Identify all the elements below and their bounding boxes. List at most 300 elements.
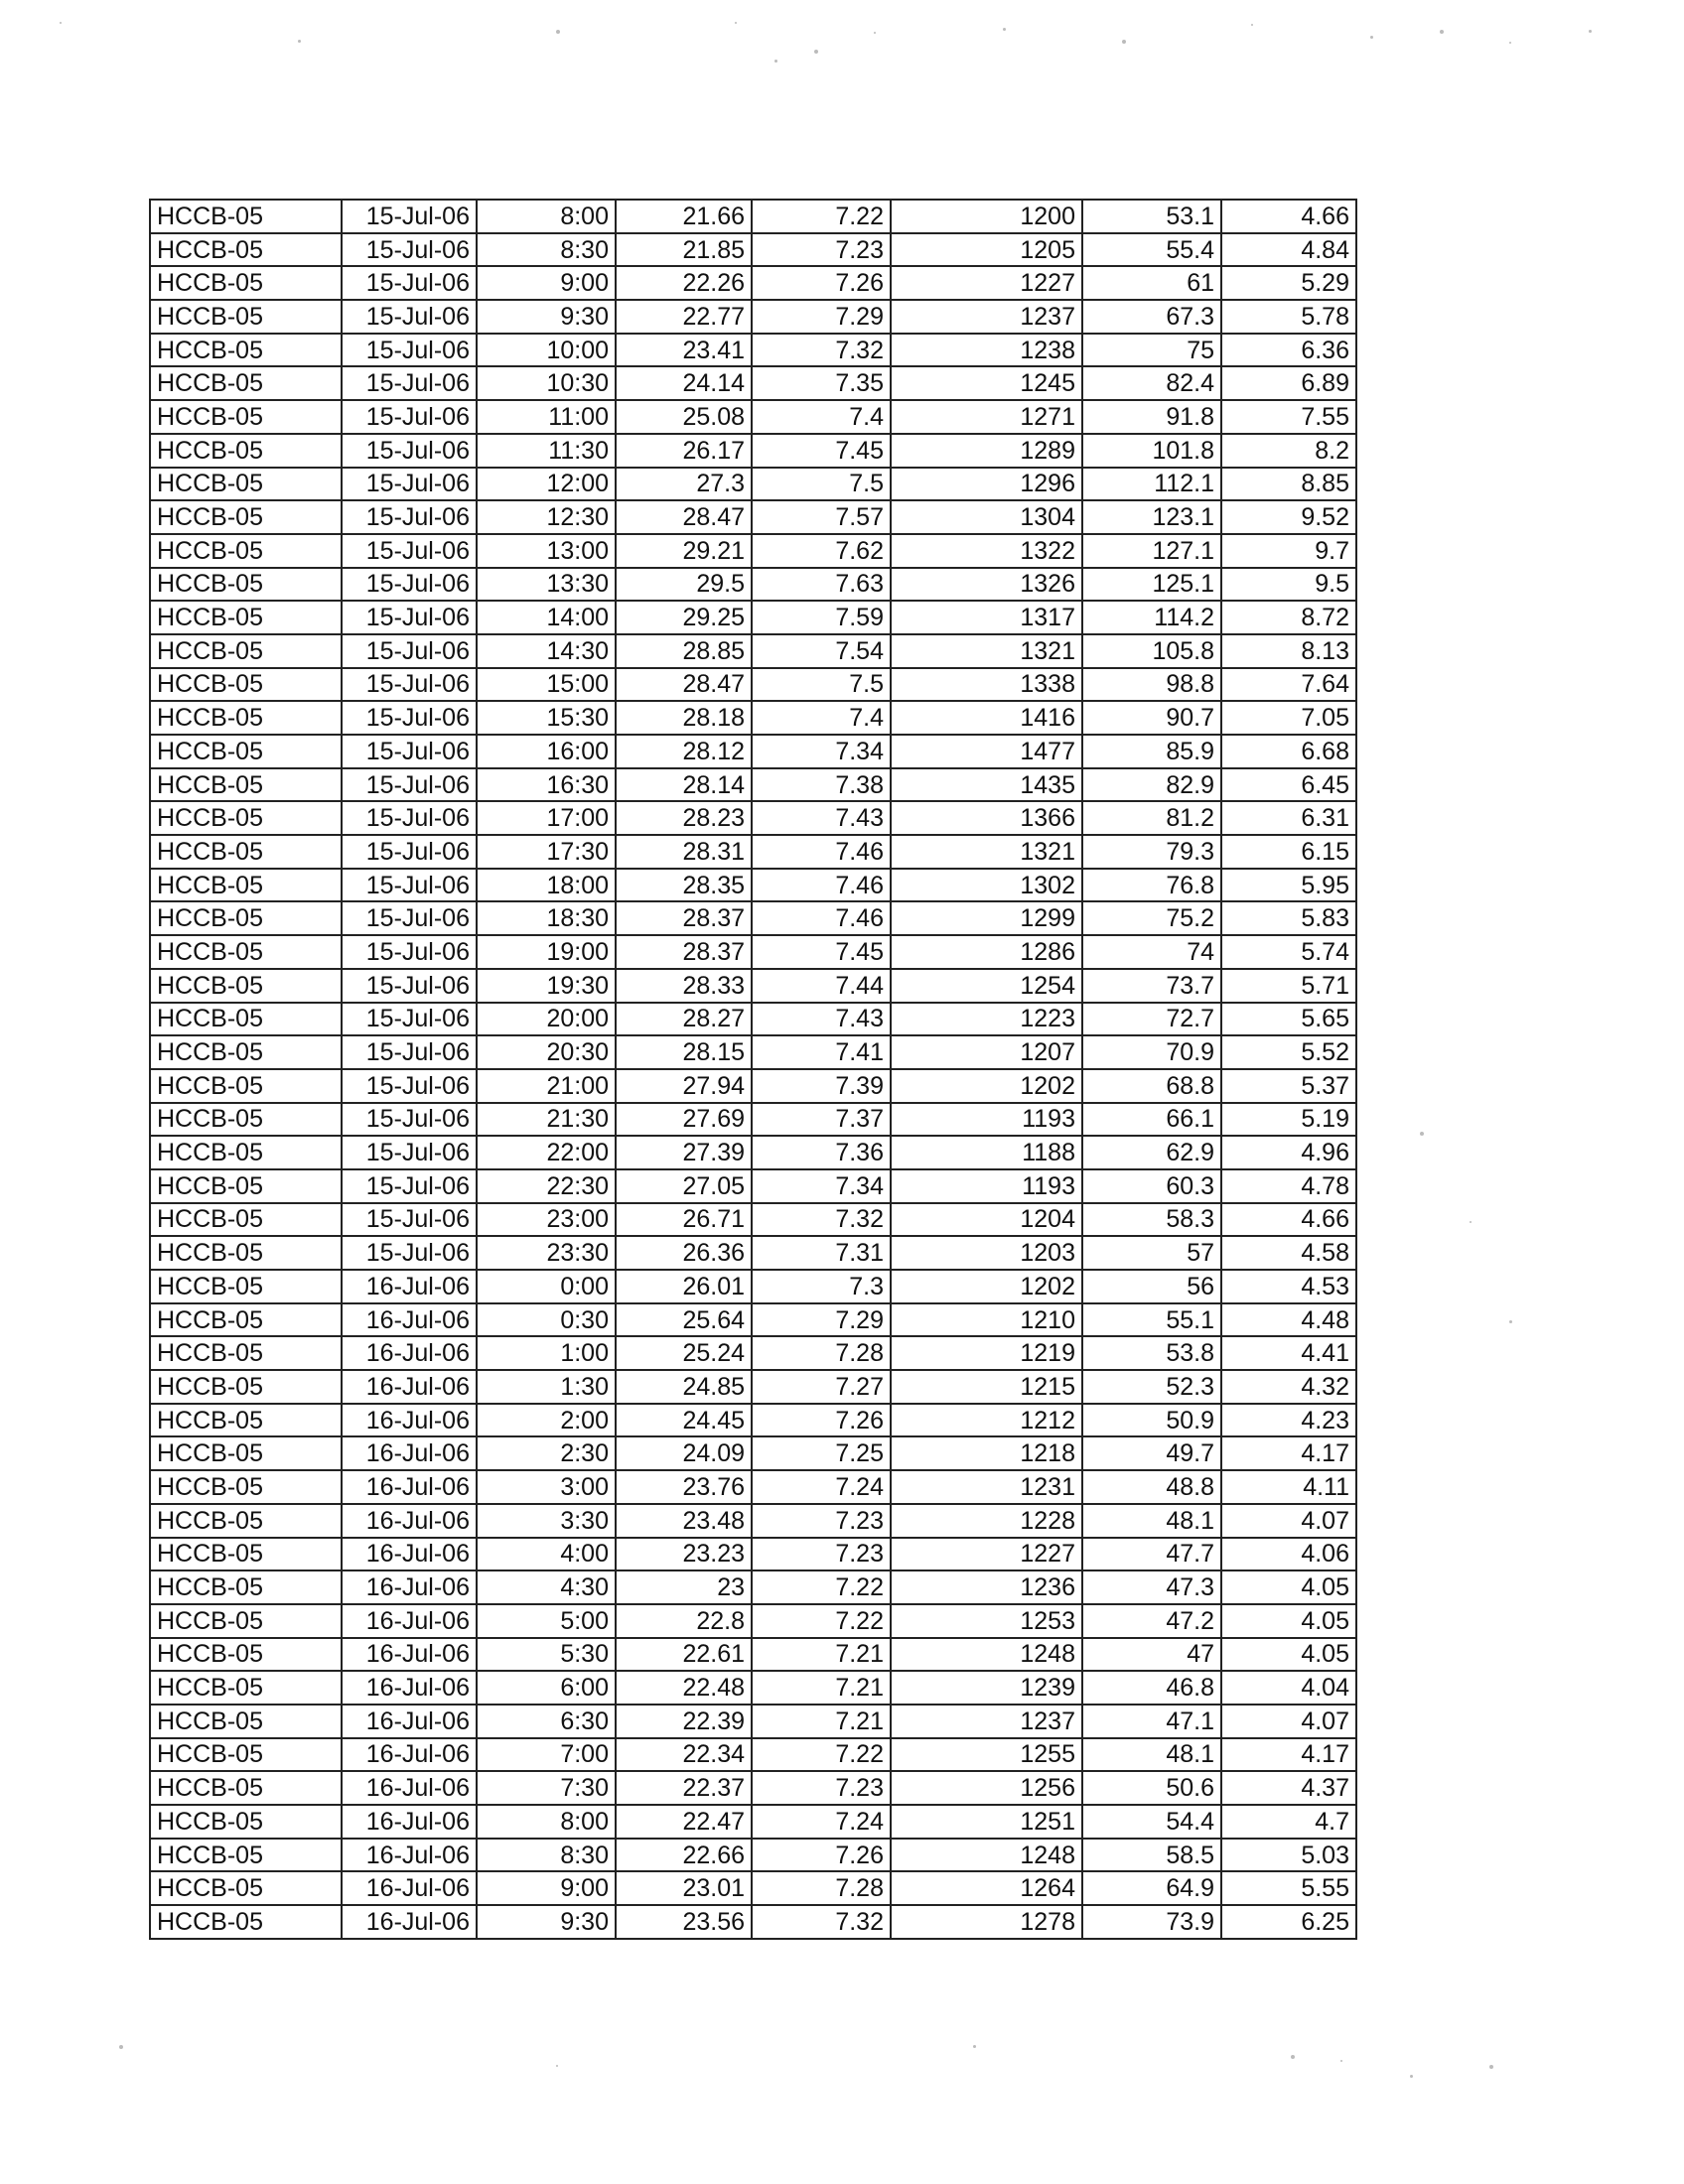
scan-speck (119, 2045, 123, 2049)
value-a-cell: 24.09 (616, 1436, 752, 1470)
table-row (150, 735, 1356, 768)
station-id-cell: HCCB-05 (150, 1638, 342, 1672)
table-body (150, 200, 1356, 1939)
value-a-cell: 28.31 (616, 835, 752, 869)
date-cell: 15-Jul-06 (342, 366, 477, 400)
value-c-cell: 1205 (891, 233, 1082, 267)
table-row (150, 1303, 1356, 1337)
value-e-cell: 4.84 (1221, 233, 1356, 267)
value-e-cell: 4.06 (1221, 1538, 1356, 1571)
table-row (150, 500, 1356, 534)
value-e-cell: 5.74 (1221, 935, 1356, 969)
date-cell: 16-Jul-06 (342, 1336, 477, 1370)
value-e-cell: 5.03 (1221, 1839, 1356, 1872)
value-c-cell: 1238 (891, 334, 1082, 367)
value-b-cell: 7.25 (752, 1436, 891, 1470)
value-b-cell: 7.63 (752, 568, 891, 602)
value-b-cell: 7.34 (752, 1169, 891, 1203)
value-b-cell: 7.31 (752, 1236, 891, 1270)
value-a-cell: 22.34 (616, 1738, 752, 1772)
value-b-cell: 7.4 (752, 701, 891, 735)
value-b-cell: 7.35 (752, 366, 891, 400)
date-cell: 16-Jul-06 (342, 1871, 477, 1905)
table-row (150, 1103, 1356, 1137)
value-c-cell: 1271 (891, 400, 1082, 434)
scan-speck (60, 22, 62, 24)
scan-speck (774, 60, 777, 63)
date-cell: 16-Jul-06 (342, 1470, 477, 1504)
value-a-cell: 28.85 (616, 634, 752, 668)
value-d-cell: 127.1 (1082, 534, 1221, 568)
value-a-cell: 22.8 (616, 1604, 752, 1638)
scan-speck (298, 40, 301, 43)
time-cell: 1:00 (477, 1336, 616, 1370)
value-c-cell: 1188 (891, 1136, 1082, 1169)
value-a-cell: 23.41 (616, 334, 752, 367)
station-id-cell: HCCB-05 (150, 969, 342, 1003)
value-a-cell: 28.37 (616, 935, 752, 969)
value-c-cell: 1212 (891, 1404, 1082, 1437)
value-d-cell: 123.1 (1082, 500, 1221, 534)
time-cell: 16:00 (477, 735, 616, 768)
value-a-cell: 21.66 (616, 200, 752, 233)
value-a-cell: 22.61 (616, 1638, 752, 1672)
value-c-cell: 1248 (891, 1839, 1082, 1872)
value-b-cell: 7.45 (752, 935, 891, 969)
table-row (150, 1035, 1356, 1069)
value-e-cell: 6.36 (1221, 334, 1356, 367)
time-cell: 9:30 (477, 1905, 616, 1939)
table-row (150, 1839, 1356, 1872)
value-b-cell: 7.4 (752, 400, 891, 434)
table-row (150, 534, 1356, 568)
value-a-cell: 28.47 (616, 500, 752, 534)
value-a-cell: 23.48 (616, 1504, 752, 1538)
value-d-cell: 125.1 (1082, 568, 1221, 602)
value-b-cell: 7.43 (752, 801, 891, 835)
date-cell: 15-Jul-06 (342, 1103, 477, 1137)
date-cell: 15-Jul-06 (342, 1003, 477, 1036)
value-b-cell: 7.39 (752, 1069, 891, 1103)
table-row (150, 1805, 1356, 1839)
station-id-cell: HCCB-05 (150, 400, 342, 434)
value-b-cell: 7.23 (752, 1771, 891, 1805)
time-cell: 4:30 (477, 1570, 616, 1604)
time-cell: 10:30 (477, 366, 616, 400)
value-b-cell: 7.26 (752, 1404, 891, 1437)
date-cell: 15-Jul-06 (342, 1136, 477, 1169)
value-c-cell: 1239 (891, 1671, 1082, 1705)
value-a-cell: 28.35 (616, 869, 752, 902)
value-b-cell: 7.26 (752, 266, 891, 300)
value-a-cell: 23.56 (616, 1905, 752, 1939)
value-a-cell: 27.05 (616, 1169, 752, 1203)
value-c-cell: 1286 (891, 935, 1082, 969)
value-c-cell: 1251 (891, 1805, 1082, 1839)
scan-speck (1370, 36, 1373, 39)
value-b-cell: 7.22 (752, 200, 891, 233)
date-cell: 15-Jul-06 (342, 1203, 477, 1237)
value-a-cell: 23.01 (616, 1871, 752, 1905)
value-c-cell: 1321 (891, 835, 1082, 869)
table-row (150, 768, 1356, 802)
value-c-cell: 1207 (891, 1035, 1082, 1069)
date-cell: 15-Jul-06 (342, 1069, 477, 1103)
value-d-cell: 112.1 (1082, 468, 1221, 501)
date-cell: 15-Jul-06 (342, 434, 477, 468)
station-id-cell: HCCB-05 (150, 1738, 342, 1772)
value-d-cell: 55.1 (1082, 1303, 1221, 1337)
station-id-cell: HCCB-05 (150, 1169, 342, 1203)
table-row (150, 969, 1356, 1003)
value-c-cell: 1202 (891, 1270, 1082, 1303)
value-b-cell: 7.45 (752, 434, 891, 468)
table-row (150, 1738, 1356, 1772)
date-cell: 15-Jul-06 (342, 668, 477, 702)
value-a-cell: 24.45 (616, 1404, 752, 1437)
value-a-cell: 25.08 (616, 400, 752, 434)
value-e-cell: 6.31 (1221, 801, 1356, 835)
station-id-cell: HCCB-05 (150, 1504, 342, 1538)
date-cell: 15-Jul-06 (342, 935, 477, 969)
value-e-cell: 7.55 (1221, 400, 1356, 434)
date-cell: 15-Jul-06 (342, 869, 477, 902)
date-cell: 16-Jul-06 (342, 1303, 477, 1337)
table-row (150, 568, 1356, 602)
time-cell: 21:00 (477, 1069, 616, 1103)
value-b-cell: 7.43 (752, 1003, 891, 1036)
table-row (150, 400, 1356, 434)
value-b-cell: 7.28 (752, 1871, 891, 1905)
table-row (150, 1404, 1356, 1437)
table-row (150, 1270, 1356, 1303)
value-c-cell: 1204 (891, 1203, 1082, 1237)
value-d-cell: 66.1 (1082, 1103, 1221, 1137)
table-row (150, 869, 1356, 902)
time-cell: 14:30 (477, 634, 616, 668)
value-a-cell: 28.37 (616, 901, 752, 935)
value-d-cell: 105.8 (1082, 634, 1221, 668)
value-e-cell: 4.41 (1221, 1336, 1356, 1370)
table-row (150, 1436, 1356, 1470)
date-cell: 16-Jul-06 (342, 1404, 477, 1437)
value-a-cell: 28.12 (616, 735, 752, 768)
time-cell: 23:00 (477, 1203, 616, 1237)
table-row (150, 1136, 1356, 1169)
station-id-cell: HCCB-05 (150, 1436, 342, 1470)
value-a-cell: 29.5 (616, 568, 752, 602)
station-id-cell: HCCB-05 (150, 901, 342, 935)
time-cell: 10:00 (477, 334, 616, 367)
station-id-cell: HCCB-05 (150, 935, 342, 969)
value-d-cell: 60.3 (1082, 1169, 1221, 1203)
value-b-cell: 7.38 (752, 768, 891, 802)
value-d-cell: 47 (1082, 1638, 1221, 1672)
value-a-cell: 27.39 (616, 1136, 752, 1169)
table-row (150, 1705, 1356, 1738)
date-cell: 15-Jul-06 (342, 233, 477, 267)
date-cell: 16-Jul-06 (342, 1270, 477, 1303)
value-b-cell: 7.54 (752, 634, 891, 668)
value-a-cell: 27.94 (616, 1069, 752, 1103)
value-d-cell: 85.9 (1082, 735, 1221, 768)
time-cell: 17:30 (477, 835, 616, 869)
time-cell: 5:00 (477, 1604, 616, 1638)
value-a-cell: 25.24 (616, 1336, 752, 1370)
value-d-cell: 47.3 (1082, 1570, 1221, 1604)
date-cell: 15-Jul-06 (342, 768, 477, 802)
time-cell: 3:00 (477, 1470, 616, 1504)
value-e-cell: 4.05 (1221, 1570, 1356, 1604)
value-a-cell: 28.27 (616, 1003, 752, 1036)
value-b-cell: 7.32 (752, 334, 891, 367)
value-d-cell: 52.3 (1082, 1370, 1221, 1404)
value-c-cell: 1255 (891, 1738, 1082, 1772)
time-cell: 15:00 (477, 668, 616, 702)
station-id-cell: HCCB-05 (150, 468, 342, 501)
station-id-cell: HCCB-05 (150, 434, 342, 468)
value-e-cell: 5.29 (1221, 266, 1356, 300)
station-id-cell: HCCB-05 (150, 1470, 342, 1504)
value-c-cell: 1299 (891, 901, 1082, 935)
value-c-cell: 1227 (891, 1538, 1082, 1571)
value-d-cell: 48.1 (1082, 1504, 1221, 1538)
date-cell: 16-Jul-06 (342, 1604, 477, 1638)
time-cell: 6:00 (477, 1671, 616, 1705)
date-cell: 16-Jul-06 (342, 1671, 477, 1705)
value-a-cell: 28.15 (616, 1035, 752, 1069)
value-c-cell: 1477 (891, 735, 1082, 768)
time-cell: 18:00 (477, 869, 616, 902)
station-id-cell: HCCB-05 (150, 568, 342, 602)
scan-speck (1291, 2055, 1295, 2059)
value-e-cell: 5.55 (1221, 1871, 1356, 1905)
time-cell: 9:30 (477, 300, 616, 334)
table-row (150, 634, 1356, 668)
value-c-cell: 1416 (891, 701, 1082, 735)
value-e-cell: 9.52 (1221, 500, 1356, 534)
time-cell: 16:30 (477, 768, 616, 802)
value-c-cell: 1317 (891, 601, 1082, 634)
time-cell: 22:30 (477, 1169, 616, 1203)
date-cell: 15-Jul-06 (342, 634, 477, 668)
value-d-cell: 54.4 (1082, 1805, 1221, 1839)
table-row (150, 668, 1356, 702)
table-row (150, 1771, 1356, 1805)
value-a-cell: 29.25 (616, 601, 752, 634)
station-id-cell: HCCB-05 (150, 500, 342, 534)
value-a-cell: 22.39 (616, 1705, 752, 1738)
date-cell: 16-Jul-06 (342, 1504, 477, 1538)
date-cell: 15-Jul-06 (342, 701, 477, 735)
value-d-cell: 101.8 (1082, 434, 1221, 468)
value-d-cell: 73.7 (1082, 969, 1221, 1003)
value-b-cell: 7.59 (752, 601, 891, 634)
value-c-cell: 1253 (891, 1604, 1082, 1638)
value-d-cell: 55.4 (1082, 233, 1221, 267)
table-row (150, 901, 1356, 935)
table-row (150, 1504, 1356, 1538)
value-b-cell: 7.22 (752, 1570, 891, 1604)
date-cell: 15-Jul-06 (342, 835, 477, 869)
station-id-cell: HCCB-05 (150, 668, 342, 702)
value-b-cell: 7.21 (752, 1671, 891, 1705)
value-d-cell: 47.1 (1082, 1705, 1221, 1738)
value-e-cell: 4.11 (1221, 1470, 1356, 1504)
value-d-cell: 62.9 (1082, 1136, 1221, 1169)
value-d-cell: 57 (1082, 1236, 1221, 1270)
value-b-cell: 7.57 (752, 500, 891, 534)
value-a-cell: 26.71 (616, 1203, 752, 1237)
station-id-cell: HCCB-05 (150, 601, 342, 634)
time-cell: 6:30 (477, 1705, 616, 1738)
value-e-cell: 4.05 (1221, 1604, 1356, 1638)
value-a-cell: 24.14 (616, 366, 752, 400)
value-d-cell: 53.1 (1082, 200, 1221, 233)
time-cell: 4:00 (477, 1538, 616, 1571)
date-cell: 15-Jul-06 (342, 200, 477, 233)
date-cell: 16-Jul-06 (342, 1905, 477, 1939)
value-a-cell: 27.3 (616, 468, 752, 501)
table-row (150, 434, 1356, 468)
table-row (150, 1671, 1356, 1705)
value-d-cell: 75 (1082, 334, 1221, 367)
station-id-cell: HCCB-05 (150, 1538, 342, 1571)
value-d-cell: 53.8 (1082, 1336, 1221, 1370)
station-id-cell: HCCB-05 (150, 1270, 342, 1303)
value-c-cell: 1202 (891, 1069, 1082, 1103)
station-id-cell: HCCB-05 (150, 233, 342, 267)
value-e-cell: 8.72 (1221, 601, 1356, 634)
station-id-cell: HCCB-05 (150, 1035, 342, 1069)
date-cell: 15-Jul-06 (342, 901, 477, 935)
date-cell: 16-Jul-06 (342, 1738, 477, 1772)
station-id-cell: HCCB-05 (150, 1671, 342, 1705)
value-d-cell: 91.8 (1082, 400, 1221, 434)
value-d-cell: 67.3 (1082, 300, 1221, 334)
scan-speck (1420, 1132, 1424, 1136)
value-e-cell: 4.58 (1221, 1236, 1356, 1270)
station-id-cell: HCCB-05 (150, 1771, 342, 1805)
value-b-cell: 7.21 (752, 1638, 891, 1672)
table-row (150, 334, 1356, 367)
table-row (150, 701, 1356, 735)
value-d-cell: 75.2 (1082, 901, 1221, 935)
time-cell: 12:30 (477, 500, 616, 534)
time-cell: 11:00 (477, 400, 616, 434)
scan-speck (1470, 1221, 1472, 1223)
table-row (150, 1570, 1356, 1604)
value-b-cell: 7.23 (752, 1504, 891, 1538)
value-d-cell: 79.3 (1082, 835, 1221, 869)
value-b-cell: 7.46 (752, 869, 891, 902)
date-cell: 16-Jul-06 (342, 1436, 477, 1470)
time-cell: 20:30 (477, 1035, 616, 1069)
value-a-cell: 22.26 (616, 266, 752, 300)
value-b-cell: 7.22 (752, 1604, 891, 1638)
scan-speck (874, 32, 876, 34)
value-a-cell: 27.69 (616, 1103, 752, 1137)
scan-speck (1251, 24, 1253, 26)
station-id-cell: HCCB-05 (150, 1336, 342, 1370)
value-d-cell: 114.2 (1082, 601, 1221, 634)
station-id-cell: HCCB-05 (150, 835, 342, 869)
time-cell: 22:00 (477, 1136, 616, 1169)
value-e-cell: 5.71 (1221, 969, 1356, 1003)
time-cell: 8:00 (477, 200, 616, 233)
value-b-cell: 7.21 (752, 1705, 891, 1738)
date-cell: 16-Jul-06 (342, 1805, 477, 1839)
time-cell: 19:30 (477, 969, 616, 1003)
value-b-cell: 7.44 (752, 969, 891, 1003)
table-row (150, 468, 1356, 501)
station-id-cell: HCCB-05 (150, 801, 342, 835)
scan-speck (556, 2065, 558, 2067)
table-row (150, 366, 1356, 400)
date-cell: 15-Jul-06 (342, 500, 477, 534)
station-id-cell: HCCB-05 (150, 1705, 342, 1738)
value-d-cell: 46.8 (1082, 1671, 1221, 1705)
scan-speck (1410, 2075, 1413, 2078)
time-cell: 1:30 (477, 1370, 616, 1404)
data-table (149, 199, 1357, 1940)
date-cell: 15-Jul-06 (342, 266, 477, 300)
table-row (150, 835, 1356, 869)
value-d-cell: 72.7 (1082, 1003, 1221, 1036)
time-cell: 23:30 (477, 1236, 616, 1270)
value-b-cell: 7.29 (752, 1303, 891, 1337)
value-e-cell: 7.05 (1221, 701, 1356, 735)
station-id-cell: HCCB-05 (150, 1003, 342, 1036)
value-b-cell: 7.28 (752, 1336, 891, 1370)
scan-speck (1003, 28, 1006, 31)
scan-speck (973, 2045, 976, 2048)
value-b-cell: 7.26 (752, 1839, 891, 1872)
date-cell: 15-Jul-06 (342, 801, 477, 835)
time-cell: 13:00 (477, 534, 616, 568)
table-row (150, 1538, 1356, 1571)
table-row (150, 1370, 1356, 1404)
table-row (150, 1236, 1356, 1270)
value-b-cell: 7.29 (752, 300, 891, 334)
value-c-cell: 1193 (891, 1169, 1082, 1203)
value-d-cell: 47.7 (1082, 1538, 1221, 1571)
table-row (150, 1638, 1356, 1672)
value-b-cell: 7.62 (752, 534, 891, 568)
value-e-cell: 4.23 (1221, 1404, 1356, 1437)
time-cell: 0:30 (477, 1303, 616, 1337)
value-d-cell: 73.9 (1082, 1905, 1221, 1939)
date-cell: 16-Jul-06 (342, 1771, 477, 1805)
value-b-cell: 7.46 (752, 901, 891, 935)
scan-speck (1440, 30, 1444, 34)
value-c-cell: 1338 (891, 668, 1082, 702)
scan-speck (556, 30, 560, 34)
station-id-cell: HCCB-05 (150, 300, 342, 334)
date-cell: 15-Jul-06 (342, 601, 477, 634)
value-a-cell: 22.48 (616, 1671, 752, 1705)
value-e-cell: 5.83 (1221, 901, 1356, 935)
date-cell: 15-Jul-06 (342, 468, 477, 501)
value-b-cell: 7.3 (752, 1270, 891, 1303)
value-b-cell: 7.23 (752, 233, 891, 267)
value-e-cell: 4.37 (1221, 1771, 1356, 1805)
value-b-cell: 7.34 (752, 735, 891, 768)
value-e-cell: 4.04 (1221, 1671, 1356, 1705)
value-d-cell: 48.8 (1082, 1470, 1221, 1504)
value-d-cell: 82.4 (1082, 366, 1221, 400)
value-e-cell: 4.07 (1221, 1705, 1356, 1738)
